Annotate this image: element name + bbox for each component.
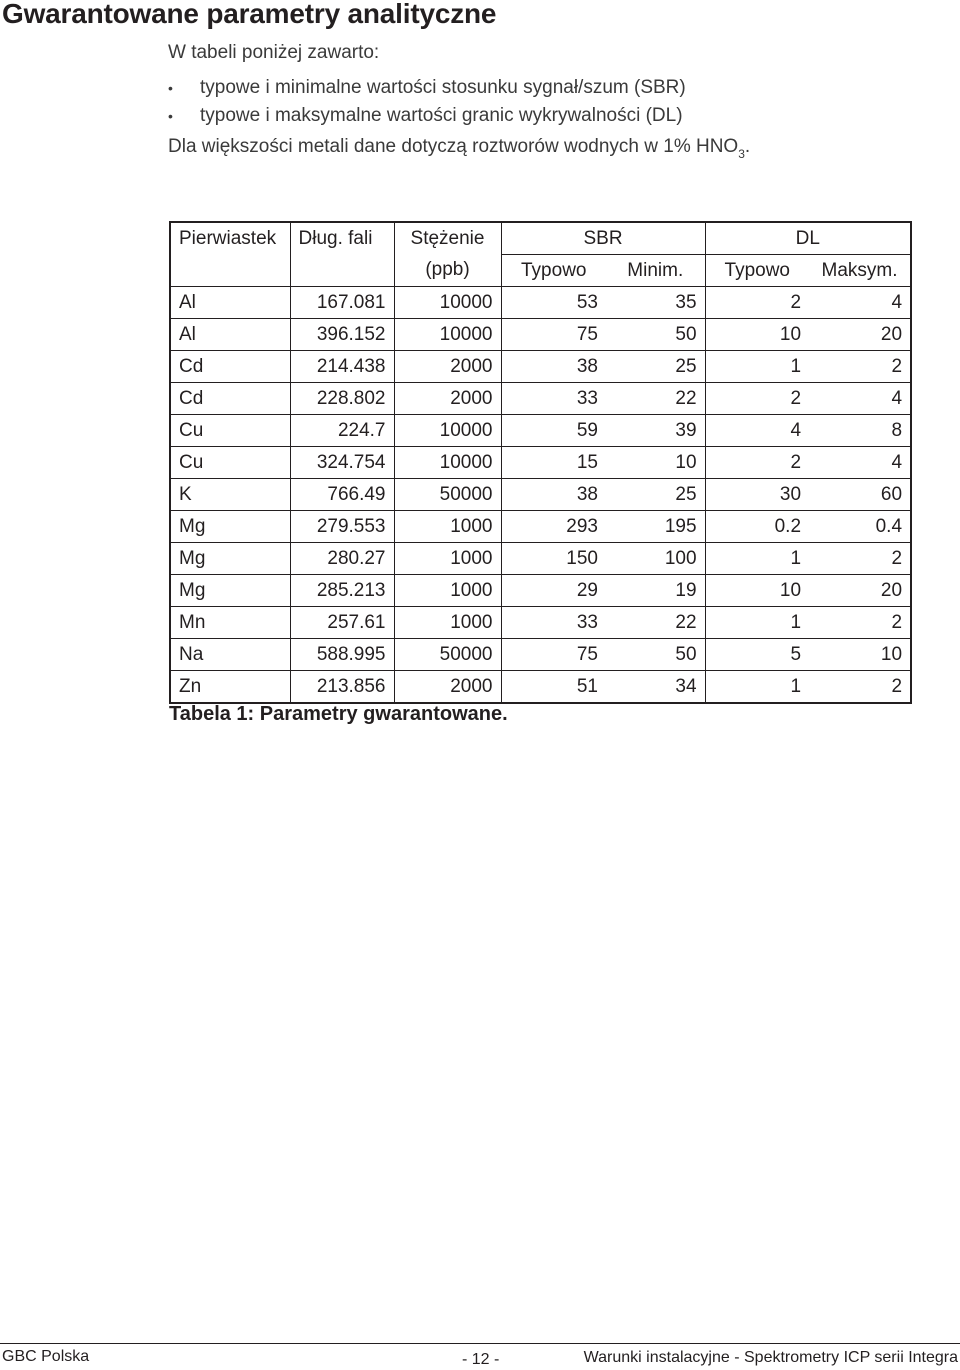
cell-sbr-typical: 75 — [501, 639, 606, 671]
cell-wavelength: 224.7 — [290, 415, 394, 447]
cell-sbr-typical: 150 — [501, 543, 606, 575]
cell-dl-typical: 2 — [705, 447, 809, 479]
bullet-item — [168, 102, 686, 130]
cell-element: Mg — [170, 575, 290, 607]
table-row — [170, 671, 911, 704]
cell-sbr-min: 10 — [606, 447, 705, 479]
cell-sbr-min: 195 — [606, 511, 705, 543]
parameters-table — [169, 221, 912, 704]
cell-sbr-min: 50 — [606, 319, 705, 351]
bullet-icon: • — [168, 108, 173, 124]
cell-sbr-min: 50 — [606, 639, 705, 671]
cell-sbr-typical: 293 — [501, 511, 606, 543]
cell-dl-max: 60 — [809, 479, 911, 511]
table-row — [170, 351, 911, 383]
cell-wavelength: 766.49 — [290, 479, 394, 511]
cell-wavelength: 588.995 — [290, 639, 394, 671]
cell-dl-typical: 1 — [705, 351, 809, 383]
cell-dl-typical: 2 — [705, 383, 809, 415]
cell-wavelength: 214.438 — [290, 351, 394, 383]
cell-concentration: 1000 — [394, 511, 501, 543]
table-row — [170, 415, 911, 447]
cell-concentration: 1000 — [394, 575, 501, 607]
bullet-list — [168, 74, 686, 130]
cell-dl-typical: 0.2 — [705, 511, 809, 543]
footer-document-title: Warunki instalacyjne - Spektrometry ICP serii Integra — [583, 1349, 958, 1366]
cell-sbr-min: 19 — [606, 575, 705, 607]
header-concentration-label: Stężenie — [410, 228, 485, 249]
cell-sbr-typical: 29 — [501, 575, 606, 607]
cell-sbr-typical: 38 — [501, 479, 606, 511]
cell-dl-typical: 1 — [705, 671, 809, 704]
bullet-icon: • — [168, 80, 173, 96]
footer-page-number: - 12 - — [462, 1351, 500, 1368]
header-sbr-min: Minim. — [606, 255, 705, 287]
cell-dl-typical: 4 — [705, 415, 809, 447]
cell-sbr-min: 100 — [606, 543, 705, 575]
cell-sbr-typical: 59 — [501, 415, 606, 447]
cell-dl-typical: 2 — [705, 287, 809, 319]
note-end: . — [744, 136, 751, 157]
cell-sbr-min: 25 — [606, 479, 705, 511]
note-main: Dla większości metali dane dotyczą roztworów wodnych w 1% HNO — [168, 136, 739, 157]
table-row — [170, 479, 911, 511]
cell-dl-max: 8 — [809, 415, 911, 447]
header-concentration — [394, 222, 501, 287]
cell-element: Zn — [170, 671, 290, 704]
table-row — [170, 607, 911, 639]
header-row-top — [170, 222, 911, 255]
cell-concentration: 1000 — [394, 543, 501, 575]
cell-concentration: 50000 — [394, 639, 501, 671]
cell-wavelength: 285.213 — [290, 575, 394, 607]
cell-concentration: 10000 — [394, 415, 501, 447]
cell-dl-max: 10 — [809, 639, 911, 671]
cell-wavelength: 167.081 — [290, 287, 394, 319]
table-row — [170, 319, 911, 351]
cell-wavelength: 257.61 — [290, 607, 394, 639]
cell-dl-max: 20 — [809, 575, 911, 607]
cell-concentration: 10000 — [394, 447, 501, 479]
cell-wavelength: 279.553 — [290, 511, 394, 543]
cell-sbr-typical: 51 — [501, 671, 606, 704]
cell-element: K — [170, 479, 290, 511]
table-row — [170, 575, 911, 607]
cell-dl-max: 4 — [809, 287, 911, 319]
cell-sbr-typical: 15 — [501, 447, 606, 479]
note-subscript: 3 — [738, 147, 745, 161]
cell-dl-typical: 30 — [705, 479, 809, 511]
cell-dl-max: 4 — [809, 447, 911, 479]
cell-dl-max: 2 — [809, 351, 911, 383]
header-sbr-group: SBR — [501, 222, 705, 255]
cell-sbr-typical: 33 — [501, 607, 606, 639]
table-row — [170, 287, 911, 319]
cell-concentration: 2000 — [394, 351, 501, 383]
table-header — [170, 222, 911, 287]
cell-element: Mg — [170, 511, 290, 543]
cell-sbr-min: 22 — [606, 383, 705, 415]
table-body — [170, 287, 911, 704]
cell-element: Mg — [170, 543, 290, 575]
cell-sbr-min: 25 — [606, 351, 705, 383]
cell-dl-typical: 10 — [705, 575, 809, 607]
table-row — [170, 511, 911, 543]
cell-concentration: 10000 — [394, 319, 501, 351]
bullet-item — [168, 74, 686, 102]
cell-wavelength: 213.856 — [290, 671, 394, 704]
bullet-text: typowe i maksymalne wartości granic wykrywalności (DL) — [200, 105, 683, 126]
table-caption: Tabela 1: Parametry gwarantowane. — [169, 703, 508, 725]
cell-element: Cu — [170, 415, 290, 447]
footer-divider — [0, 1343, 960, 1344]
cell-wavelength: 396.152 — [290, 319, 394, 351]
header-dl-typical: Typowo — [724, 260, 790, 281]
cell-sbr-typical: 33 — [501, 383, 606, 415]
header-wavelength: Dług. fali — [290, 222, 394, 287]
table-row — [170, 383, 911, 415]
cell-dl-max: 0.4 — [809, 511, 911, 543]
cell-wavelength: 324.754 — [290, 447, 394, 479]
bullet-text: typowe i minimalne wartości stosunku sygnał/szum (SBR) — [200, 77, 686, 98]
cell-dl-max: 4 — [809, 383, 911, 415]
cell-sbr-typical: 53 — [501, 287, 606, 319]
cell-sbr-min: 35 — [606, 287, 705, 319]
cell-dl-max: 20 — [809, 319, 911, 351]
cell-element: Cd — [170, 383, 290, 415]
header-dl-group: DL — [705, 222, 911, 255]
cell-concentration: 2000 — [394, 671, 501, 704]
footer-company: GBC Polska — [2, 1348, 90, 1365]
cell-dl-typical: 10 — [705, 319, 809, 351]
header-sbr-typical: Typowo — [521, 260, 587, 281]
cell-element: Al — [170, 287, 290, 319]
cell-dl-typical: 1 — [705, 543, 809, 575]
cell-sbr-typical: 75 — [501, 319, 606, 351]
page-title: Gwarantowane parametry analityczne — [2, 0, 497, 29]
cell-wavelength: 280.27 — [290, 543, 394, 575]
header-element: Pierwiastek — [170, 222, 290, 287]
cell-element: Cu — [170, 447, 290, 479]
cell-dl-max: 2 — [809, 543, 911, 575]
intro-text: W tabeli poniżej zawarto: — [168, 42, 380, 63]
cell-wavelength: 228.802 — [290, 383, 394, 415]
cell-element: Cd — [170, 351, 290, 383]
header-concentration-unit: (ppb) — [425, 259, 470, 280]
cell-element: Na — [170, 639, 290, 671]
header-dl-max: Maksym. — [821, 260, 898, 281]
cell-dl-typical: 5 — [705, 639, 809, 671]
cell-concentration: 2000 — [394, 383, 501, 415]
cell-element: Mn — [170, 607, 290, 639]
cell-concentration: 10000 — [394, 287, 501, 319]
note-text — [168, 136, 750, 161]
table-row — [170, 543, 911, 575]
cell-element: Al — [170, 319, 290, 351]
cell-sbr-min: 34 — [606, 671, 705, 704]
cell-dl-max: 2 — [809, 607, 911, 639]
cell-sbr-min: 22 — [606, 607, 705, 639]
cell-concentration: 1000 — [394, 607, 501, 639]
cell-dl-typical: 1 — [705, 607, 809, 639]
cell-concentration: 50000 — [394, 479, 501, 511]
cell-sbr-min: 39 — [606, 415, 705, 447]
table-row — [170, 447, 911, 479]
cell-dl-max: 2 — [809, 671, 911, 704]
cell-sbr-typical: 38 — [501, 351, 606, 383]
table-row — [170, 639, 911, 671]
